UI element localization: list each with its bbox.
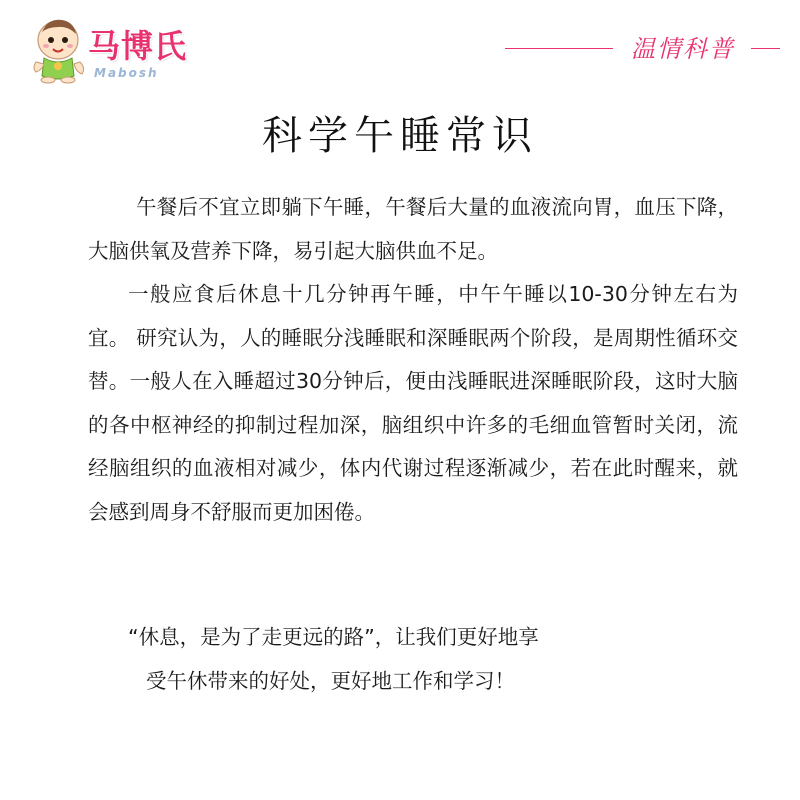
brand-pinyin: Mabosh — [94, 66, 159, 80]
paragraph-1: 午餐后不宜立即躺下午睡，午餐后大量的血液流向胃，血压下降，大脑供氧及营养下降，易引起大脑供血不足。 — [88, 195, 738, 263]
brand-logo — [28, 14, 198, 84]
closing-quote — [88, 616, 738, 703]
quote-line-2: 受午休带来的好处，更好地工作和学习！ — [146, 668, 515, 693]
tagline-divider-right — [751, 48, 780, 49]
brand-name: 马博氏 — [88, 27, 188, 65]
article-title: 科学午睡常识 — [262, 113, 538, 159]
tagline — [505, 34, 780, 64]
tagline-divider-left — [505, 48, 613, 49]
quote-line-1: “休息，是为了走更远的路”，让我们更好地享 — [128, 625, 539, 649]
paragraph-2: 一般应食后休息十几分钟再午睡，中午午睡以10-30分钟左右为宜。 研究认为，人的睡眠分浅睡眠和深睡眠两个阶段，是周期性循环交替。一般人在入睡超过30分钟后，便由浅睡眠进深睡眠阶段，这时大脑的各中枢神经的抑制过程加深，脑组织中许多的毛细血管暂时关闭，流经脑组织的血液相对减少，体内代谢过程逐渐减少，若在此时醒来，就会感到周身不舒服而更加困倦。 — [88, 282, 738, 524]
article-body — [88, 186, 738, 534]
baby-mascot-icon — [28, 14, 92, 84]
tagline-text: 温情科普 — [631, 35, 735, 63]
header — [0, 0, 800, 90]
